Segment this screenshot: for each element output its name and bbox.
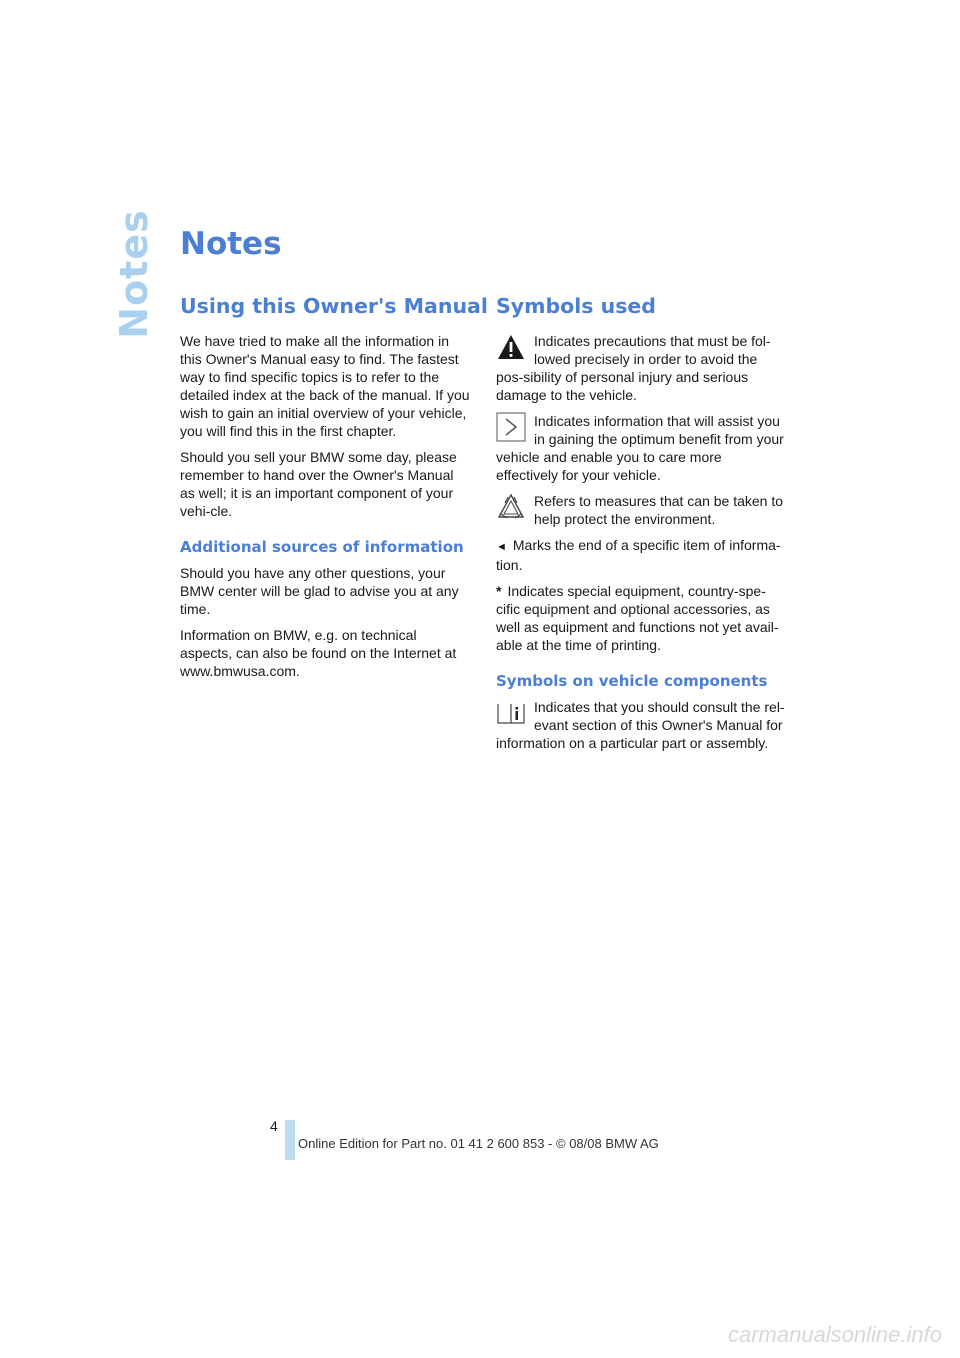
footer-bar	[285, 1120, 295, 1160]
paragraph: We have tried to make all the information in this Owner's Manual easy to find. The fastest way to find specific topics is to refer to the detailed index at the back of the manual. If you wish to gain an initial overview of your vehicle, you will find this in the first chapter.	[180, 333, 470, 439]
paragraph: Information on BMW, e.g. on technical aspects, can also be found on the Internet at www.bmwusa.com.	[180, 627, 457, 679]
subsection-heading-sources: Additional sources of information	[180, 538, 464, 556]
section-heading-symbols: Symbols used	[496, 294, 656, 318]
edition-footer: Online Edition for Part no. 01 41 2 600 853 - © 08/08 BMW AG	[298, 1136, 659, 1151]
side-tab	[112, 209, 156, 339]
end-marker-icon: ◄	[496, 541, 507, 553]
paragraph: Should you sell your BMW some day, please remember to hand over the Owner's Manual as well; it is an important component of your vehi-cle.	[180, 449, 457, 519]
manual-book-icon	[496, 698, 526, 728]
arrow-info-icon	[496, 412, 526, 442]
symbol-warning: Indicates precautions that must be fol-lowed precisely in order to avoid the pos-sibility of personal injury and serious damage to the vehicle.	[496, 333, 771, 403]
paragraph: Should you have any other questions, your BMW center will be glad to advise you at any time.	[180, 565, 459, 617]
symbol-star: * Indicates special equipment, country-spe-cific equipment and optional accessories, as well as equipment and functions not yet avail-able at the time of printing.	[496, 583, 779, 653]
page-title: Notes	[180, 226, 282, 262]
section-heading-manual: Using this Owner's Manual	[180, 294, 488, 318]
symbol-info: Indicates information that will assist you in gaining the optimum benefit from your vehicle and enable you to care more effectively for your vehicle.	[496, 413, 784, 483]
symbol-end-marker: ◄ Marks the end of a specific item of informa-tion.	[496, 537, 781, 573]
asterisk-icon: *	[496, 583, 502, 599]
symbol-recycle: Refers to measures that can be taken to help protect the environment.	[496, 492, 786, 528]
left-column	[180, 294, 488, 688]
watermark: carmanualsonline.info	[727, 1322, 942, 1347]
page-number: 4	[270, 1118, 278, 1134]
subsection-heading-vehicle-symbols: Symbols on vehicle components	[496, 672, 768, 690]
symbol-manual: Indicates that you should consult the rel-evant section of this Owner's Manual for information on a particular part or assembly.	[496, 699, 785, 751]
side-tab-label: Notes	[112, 209, 156, 339]
warning-triangle-icon	[496, 332, 526, 362]
recycle-icon	[496, 492, 526, 522]
right-column	[496, 294, 786, 760]
